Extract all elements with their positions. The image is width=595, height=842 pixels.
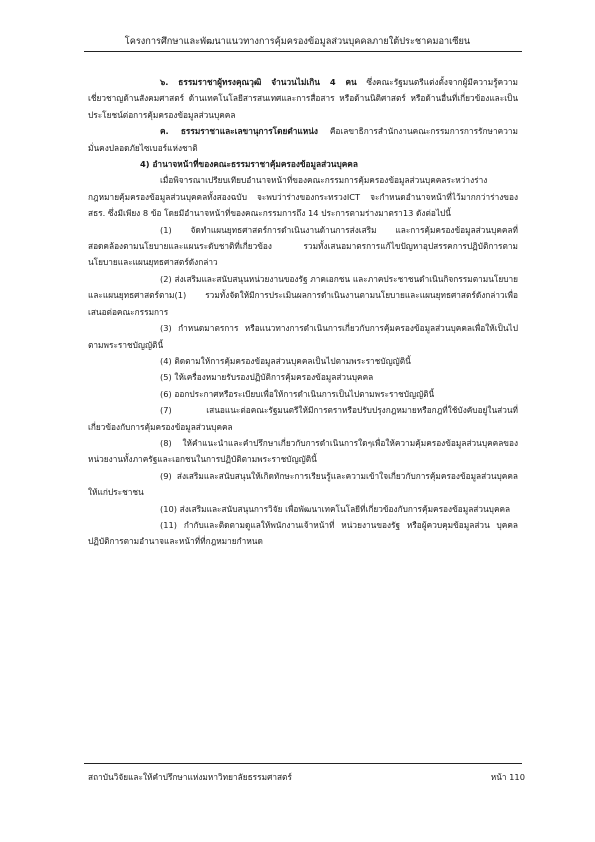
list-item: (8) ให้คำแนะนำและคำปรึกษาเกี่ยวกับการดำเนินการใดๆเพื่อให้ความคุ้มครองข้อมูลส่วนบุคคลของหน่วยงานทั้งภาครัฐและเอกชนในการปฏิบัติตามพระราชบัญญัตินี้ [88, 437, 518, 465]
list-item: (10) ส่งเสริมและสนับสนุนการวิจัย เพื่อพัฒนาเทคโนโลยีที่เกี่ยวข้องกับการคุ้มครองข้อมูลส่วนบุคคล [160, 503, 511, 514]
list-item: (1) จัดทำแผนยุทธศาสตร์การดำเนินงานด้านการส่งเสริม และการคุ้มครองข้อมูลส่วนบุคคลที่สอดคล้องตามนโยบายและแผนระดับชาติที่เกี่ยวข้อง รวมทั้งเสนอมาตรการแก้ไขปัญหาอุปสรรคการปฏิบัติการตามนโยบายและแผนยุทธศาสตร์ดังกล่าว [88, 224, 518, 268]
list-item: (4) ติดตามให้การคุ้มครองข้อมูลส่วนบุคคลเป็นไปตามพระราชบัญญัตินี้ [160, 355, 411, 366]
footer-divider [84, 763, 522, 764]
list-item: (2) ส่งเสริมและสนับสนุนหน่วยงานของรัฐ ภาคเอกชน และภาคประชาชนดำเนินกิจกรรมตามนโยบายและแผนยุทธศาสตร์ตาม(1) รวมทั้งจัดให้มีการประเมินผลการดำเนินงานตามนโยบายและแผนยุทธศาสตร์ดังกล่าวเพื่อเสนอต่อคณะกรรมการ [88, 273, 518, 317]
paragraph-text: คือเลขาธิการสำนักงานคณะกรรมการการรักษาความมั่นคงปลอดภัยไซเบอร์แห่งชาติ [88, 126, 518, 153]
paragraph-secretary [88, 123, 518, 156]
list-item: (6) ออกประกาศหรือระเบียบเพื่อให้การดำเนินการเป็นไปตามพระราชบัญญัตินี้ [160, 388, 435, 399]
page-number: หน้า 110 [490, 772, 525, 782]
running-header: โครงการศึกษาและพัฒนาแนวทางการคุ้มครองข้อมูลส่วนบุคคลภายใต้ประชาคมอาเซียน [124, 36, 471, 47]
header-divider [84, 51, 522, 52]
section-heading: 4) อำนาจหน้าที่ของคณะธรรมราชาคุ้มครองข้อมูลส่วนบุคคล [140, 159, 358, 170]
paragraph-text: ซึ่งคณะรัฐมนตรีแต่งตั้งจากผู้มีความรู้ความเชี่ยวชาญด้านสังคมศาสตร์ ด้านเทคโนโลยีสารสนเทศและการสื่อสาร หรือด้านนิติศาสตร์ หรือด้านอื่นที่เกี่ยวข้องและเป็นประโยชน์ต่อการคุ้มครองข้อมูลส่วนบุคคล [88, 77, 518, 120]
list-item: (11) กำกับและติดตามดูแลให้พนักงานเจ้าหน้าที่ หน่วยงานของรัฐ หรือผู้ควบคุมข้อมูลส่วน บุคคลปฏิบัติการตามอำนาจและหน้าที่ที่กฎหมายกำหนด [88, 519, 518, 547]
page-body [88, 74, 518, 550]
paragraph-qualified-members [88, 74, 518, 123]
intro-paragraph: เมื่อพิจารณาเปรียบเทียบอำนาจหน้าที่ของคณะกรรมการคุ้มครองข้อมูลส่วนบุคคลระหว่างร่างกฎหมายคุ้มครองข้อมูลส่วนบุคคลทั้งสองฉบับ จะพบว่าร่างของกระทรวงICT จะกำหนดอำนาจหน้าที่ไว้มากกว่าร่างของ สธร. ซึ่งมีเพียง 8 ข้อ โดยมีอำนาจหน้าที่ของคณะกรรมการถึง 14 ประการตามร่างมาตรา13 ดังต่อไปนี้ [88, 175, 518, 219]
list-item: (3) กำหนดมาตรการ หรือแนวทางการดำเนินการเกี่ยวกับการคุ้มครองข้อมูลส่วนบุคคลเพื่อให้เป็นไปตามพระราชบัญญัตินี้ [88, 323, 518, 350]
paragraph-label: ๖. ธรรมราชาผู้ทรงคุณวุฒิ จำนวนไม่เกิน 4 คน [160, 77, 357, 87]
footer-institution: สถาบันวิจัยและให้คำปรึกษาแห่งมหาวิทยาลัยธรรมศาสตร์ [88, 772, 292, 782]
list-item: (9) ส่งเสริมและสนับสนุนให้เกิดทักษะการเรียนรู้และความเข้าใจเกี่ยวกับการคุ้มครองข้อมูลส่วนบุคคลให้แก่ประชาชน [88, 470, 518, 498]
list-item: (7) เสนอแนะต่อคณะรัฐมนตรีให้มีการตราหรือปรับปรุงกฎหมายหรือกฎที่ใช้บังคับอยู่ในส่วนที่เกี่ยวข้องกับการคุ้มครองข้อมูลส่วนบุคคล [88, 405, 518, 432]
list-item: (5) ให้เครื่องหมายรับรองปฏิบัติการคุ้มครองข้อมูลส่วนบุคคล [160, 372, 374, 383]
paragraph-label: ค. ธรรมราชาและเลขานุการโดยตำแหน่ง [160, 126, 318, 137]
